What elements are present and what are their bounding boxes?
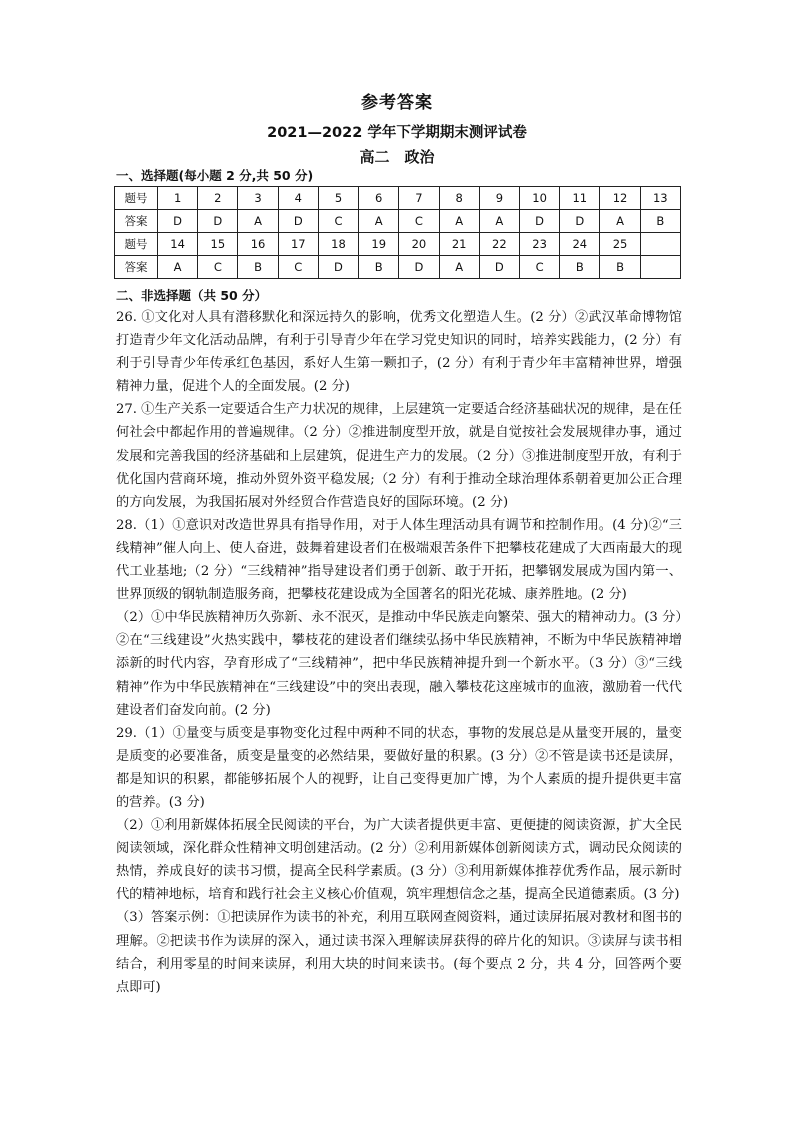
question-number-cell: 18 <box>318 233 358 256</box>
answer-cell: B <box>640 210 680 233</box>
row-header-cell: 答案 <box>115 256 158 279</box>
question-number-row <box>115 187 681 210</box>
question-number-cell: 10 <box>519 187 559 210</box>
question-number-cell: 4 <box>278 187 318 210</box>
answer-cell: D <box>198 210 238 233</box>
question-number-cell: 22 <box>479 233 519 256</box>
answer-cell: A <box>359 210 399 233</box>
answer-cell: C <box>399 210 439 233</box>
answer-cell: B <box>560 256 600 279</box>
answer-cell: A <box>600 210 640 233</box>
answer-paragraph: 28.（1）①意识对改造世界具有指导作用，对于人体生理活动具有调节和控制作用。(4 分)②“三线精神”催人向上、使人奋进，鼓舞着建设者们在极端艰苦条件下把攀枝花建成了大西南最大的现代工业基地;（2 分）“三线精神”指导建设者们勇于创新、敢于开拓，把攀钢发展成为国内第一、世界顶级的钢轨制造服务商，把攀枝花建设成为全国著名的阳光花城、康养胜地。(2 分) <box>116 517 682 603</box>
subjective-answers <box>116 306 682 999</box>
question-number-cell: 13 <box>640 187 680 210</box>
question-number-cell: 24 <box>560 233 600 256</box>
question-number-cell: 5 <box>318 187 358 210</box>
question-number-cell: 16 <box>238 233 278 256</box>
question-number-cell: 8 <box>439 187 479 210</box>
section1-heading: 一、选择题(每小题 2 分,共 50 分) <box>116 168 314 183</box>
question-number-cell: 12 <box>600 187 640 210</box>
question-number-cell: 3 <box>238 187 278 210</box>
question-number-cell: 11 <box>560 187 600 210</box>
question-number-cell: 21 <box>439 233 479 256</box>
answer-cell: D <box>560 210 600 233</box>
question-number-cell: 7 <box>399 187 439 210</box>
page-title: 参考答案 <box>361 93 433 113</box>
question-number-cell: 1 <box>158 187 198 210</box>
answer-cell: B <box>359 256 399 279</box>
answer-cell: D <box>318 256 358 279</box>
answer-row <box>115 210 681 233</box>
answer-paragraph: （3）答案示例：①把读屏作为读书的补充，利用互联网查阅资料，通过读屏拓展对教材和图书的理解。②把读书作为读屏的深入，通过读书深入理解读屏获得的碎片化的知识。③读屏与读书相结合，利用零星的时间来读屏，利用大块的时间来读书。(每个要点 2 分，共 4 分，回答两个要点即可) <box>116 910 682 995</box>
question-number-cell <box>640 233 680 256</box>
answer-cell: A <box>158 256 198 279</box>
answer-table <box>114 186 681 279</box>
row-header-cell: 题号 <box>115 233 158 256</box>
question-number-cell: 25 <box>600 233 640 256</box>
question-number-cell: 17 <box>278 233 318 256</box>
question-number-cell: 6 <box>359 187 399 210</box>
answer-paragraph: （2）①利用新媒体拓展全民阅读的平台，为广大读者提供更丰富、更便捷的阅读资源，扩大全民阅读领域，深化群众性精神文明创建活动。(2 分）②利用新媒体创新阅读方式，调动民众阅读的热情，养成良好的读书习惯，提高全民科学素质。(3 分）③利用新媒体推荐优秀作品，展示新时代的精神地标，培育和践行社会主义核心价值观，筑牢理想信念之基，提高全民道德素质。(3 分) <box>116 818 682 903</box>
exam-subtitle: 2021—2022 学年下学期期末测评试卷 <box>267 125 527 141</box>
answer-cell: D <box>158 210 198 233</box>
question-number-row <box>115 233 681 256</box>
answer-cell: D <box>278 210 318 233</box>
question-number-cell: 20 <box>399 233 439 256</box>
answer-cell: A <box>479 210 519 233</box>
answer-cell <box>640 256 680 279</box>
subject-title: 高二 政治 <box>359 148 435 166</box>
answer-cell: A <box>439 210 479 233</box>
answer-cell: D <box>399 256 439 279</box>
question-number-cell: 15 <box>198 233 238 256</box>
answer-cell: B <box>600 256 640 279</box>
answer-paragraph: 29.（1）①量变与质变是事物变化过程中两种不同的状态，事物的发展总是从量变开展的，量变是质变的必要准备，质变是量变的必然结果，要做好量的积累。(3 分）②不管是读书还是读屏，都是知识的积累，都能够拓展个人的视野，让自己变得更加广博，为个人素质的提升提供更丰富的营养。(3 分) <box>116 725 682 810</box>
answer-cell: D <box>479 256 519 279</box>
answer-cell: B <box>238 256 278 279</box>
question-number-cell: 9 <box>479 187 519 210</box>
answer-cell: A <box>439 256 479 279</box>
answer-cell: A <box>238 210 278 233</box>
answer-cell: D <box>519 210 559 233</box>
question-number-cell: 2 <box>198 187 238 210</box>
answer-row <box>115 256 681 279</box>
question-number-cell: 14 <box>158 233 198 256</box>
row-header-cell: 答案 <box>115 210 158 233</box>
section2-heading: 二、非选择题（共 50 分） <box>116 288 268 303</box>
answer-paragraph: 26. ①文化对人具有潜移默化和深远持久的影响，优秀文化塑造人生。(2 分）②武汉革命博物馆打造青少年文化活动品牌，有利于引导青少年在学习党史知识的同时，培养实践能力，(2 分）有利于引导青少年传承红色基因，系好人生第一颗扣子，(2 分）有利于青少年丰富精神世界，增强精神力量，促进个人的全面发展。(2 分) <box>116 310 682 395</box>
answer-cell: C <box>318 210 358 233</box>
question-number-cell: 23 <box>519 233 559 256</box>
question-number-cell: 19 <box>359 233 399 256</box>
answer-cell: C <box>519 256 559 279</box>
answer-paragraph: （2）①中华民族精神历久弥新、永不泯灭，是推动中华民族走向繁荣、强大的精神动力。(3 分）②在“三线建设”火热实践中，攀枝花的建设者们继续弘扬中华民族精神，不断为中华民族精神增添新的时代内容，孕育形成了“三线精神”，把中华民族精神提升到一个新水平。（3 分）③“三线精神”作为中华民族精神在“三线建设”中的突出表现，融入攀枝花这座城市的血液，激励着一代代建设者们奋发向前。(2 分) <box>116 610 682 718</box>
answer-cell: C <box>278 256 318 279</box>
answer-cell: C <box>198 256 238 279</box>
row-header-cell: 题号 <box>115 187 158 210</box>
answer-paragraph: 27. ①生产关系一定要适合生产力状况的规律，上层建筑一定要适合经济基础状况的规律，是在任何社会中都起作用的普遍规律。（2 分）②推进制度型开放，就是自觉按社会发展规律办事，通过发展和完善我国的经济基础和上层建筑，促进生产力的发展。（2 分）③推进制度型开放，有利于优化国内营商环境，推动外贸外资平稳发展;（2 分）有利于推动全球治理体系朝着更加公正合理的方向发展，为我国拓展对外经贸合作营造良好的国际环境。(2 分) <box>116 402 682 510</box>
